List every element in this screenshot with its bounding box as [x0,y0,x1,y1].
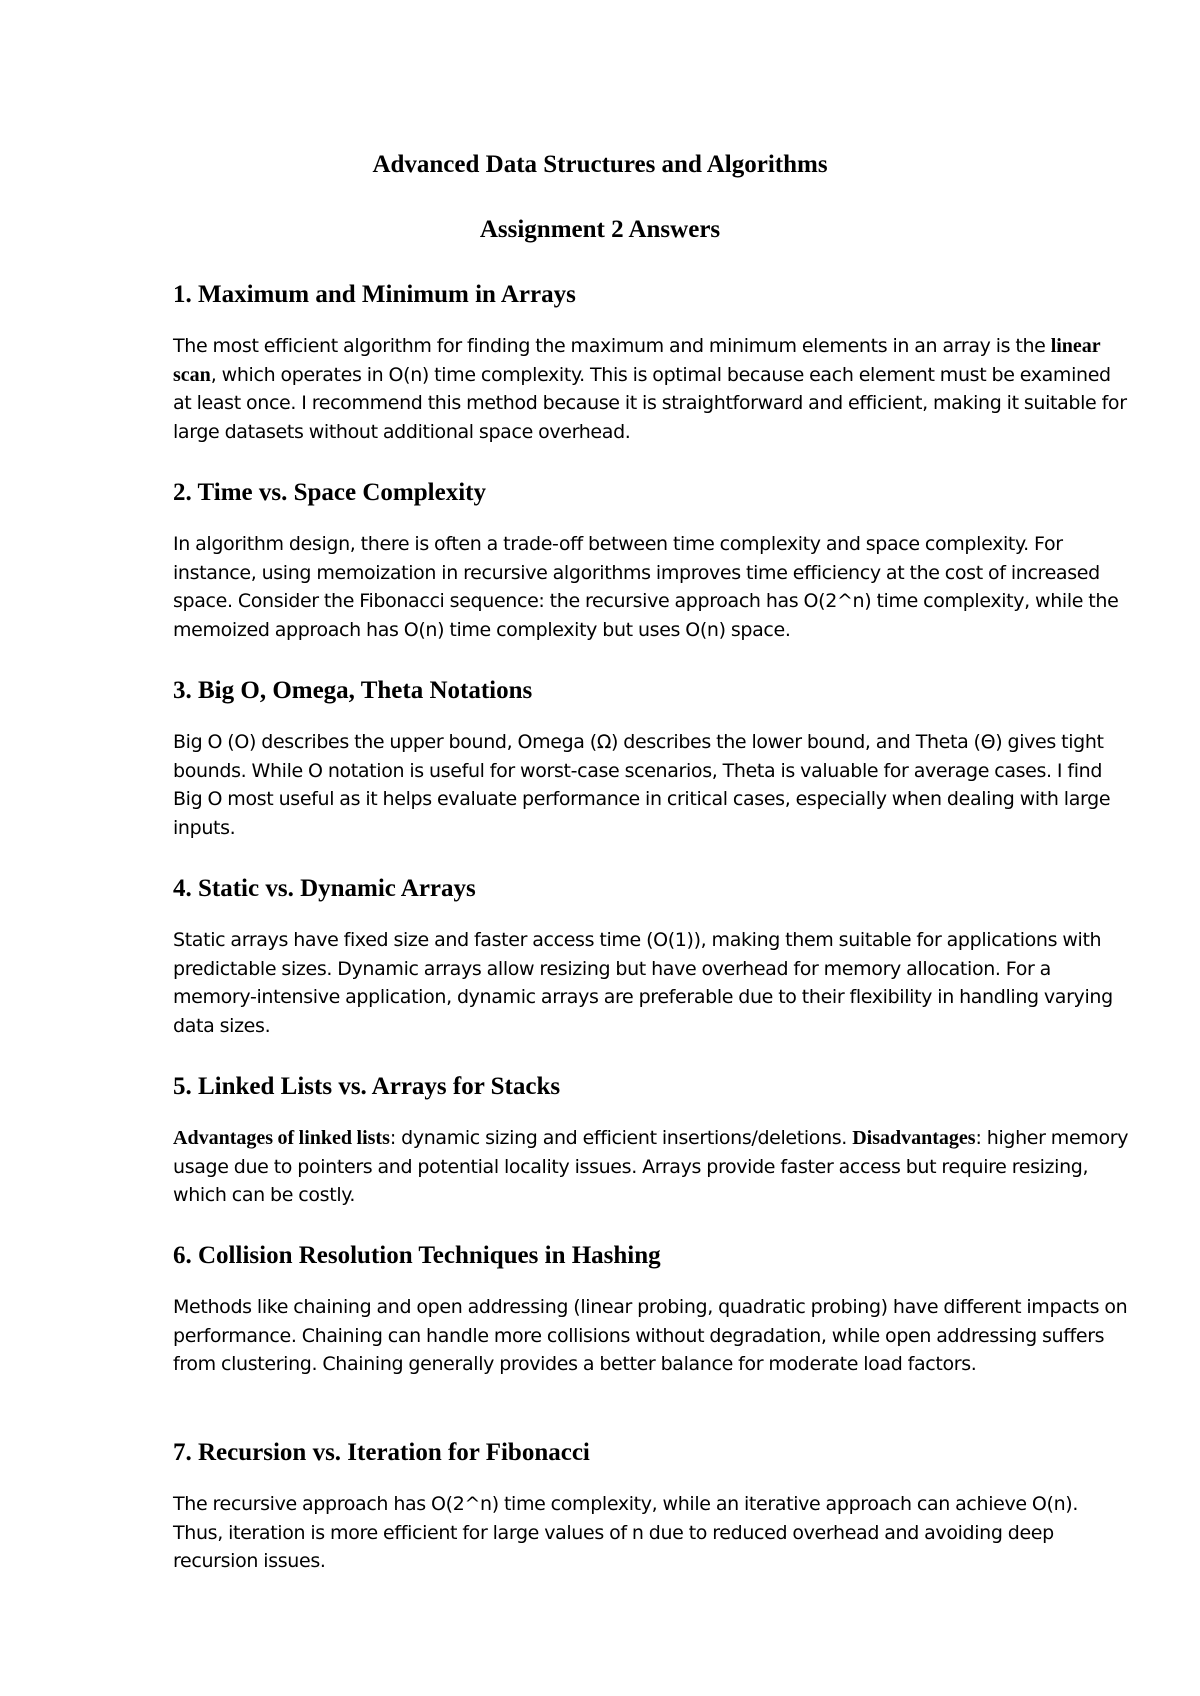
section-heading: 5. Linked Lists vs. Arrays for Stacks [173,1073,561,1100]
paragraph-text: , which operates in O(n) time complexity. This is optimal because each element must be examined at least once. I recommend this method because it is straightforward and efficient, making it suitable for large datasets without additional space overhead. [173,363,1127,443]
section-paragraph [173,332,1133,446]
bold-term: Disadvantages [852,1127,976,1149]
section-paragraph [173,1124,1133,1210]
section-heading: 7. Recursion vs. Iteration for Fibonacci [173,1439,590,1466]
section-4 [173,874,1133,1040]
section-3 [173,676,1133,842]
section-heading: 3. Big O, Omega, Theta Notations [173,677,533,704]
section-6 [173,1241,1133,1379]
section-5 [173,1072,1133,1210]
section-paragraph: Methods like chaining and open addressing (linear probing, quadratic probing) have different impacts on performance. Chaining can handle more collisions without degradation, while open addressing suffers from clustering. Chaining generally provides a better balance for moderate load factors. [173,1296,1128,1375]
section-heading: 1. Maximum and Minimum in Arrays [173,281,576,308]
section-paragraph: Static arrays have fixed size and faster access time (O(1)), making them suitable for applications with predictable sizes. Dynamic arrays allow resizing but have overhead for memory allocation. For a memory-intensive application, dynamic arrays are preferable due to their flexibility in handling varying data sizes. [173,929,1113,1037]
section-heading: 6. Collision Resolution Techniques in Hashing [173,1242,661,1269]
paragraph-text: : higher memory usage due to pointers and potential locality issues. Arrays provide faster access but require resizing, which can be costly. [173,1127,1129,1206]
section-paragraph: Big O (O) describes the upper bound, Omega (Ω) describes the lower bound, and Theta (Θ) gives tight bounds. While O notation is useful for worst-case scenarios, Theta is valuable for average cases. I find Big O most useful as it helps evaluate performance in critical cases, especially when dealing with large inputs. [173,731,1111,839]
section-2 [173,478,1133,644]
paragraph-text: The most efficient algorithm for finding the maximum and minimum elements in an array is the [173,335,1051,357]
bold-term: linear scan [173,335,1101,386]
document-subtitle: Assignment 2 Answers [479,216,721,243]
paragraph-text: : dynamic sizing and efficient insertions/deletions. [389,1127,853,1149]
section-7 [173,1438,1133,1576]
section-1 [173,280,1133,446]
section-paragraph: The recursive approach has O(2^n) time complexity, while an iterative approach can achieve O(n). Thus, iteration is more efficient for large values of n due to reduced overhead and avoiding deep recursion issues. [173,1493,1079,1572]
section-heading: 2. Time vs. Space Complexity [173,479,486,506]
document-title: Advanced Data Structures and Algorithms [372,151,828,178]
section-paragraph: In algorithm design, there is often a trade-off between time complexity and space complexity. For instance, using memoization in recursive algorithms improves time efficiency at the cost of increased space. Consider the Fibonacci sequence: the recursive approach has O(2^n) time complexity, while the memoized approach has O(n) time complexity but uses O(n) space. [173,533,1119,641]
section-heading: 4. Static vs. Dynamic Arrays [173,875,476,902]
bold-term: Advantages of linked lists [173,1127,390,1149]
